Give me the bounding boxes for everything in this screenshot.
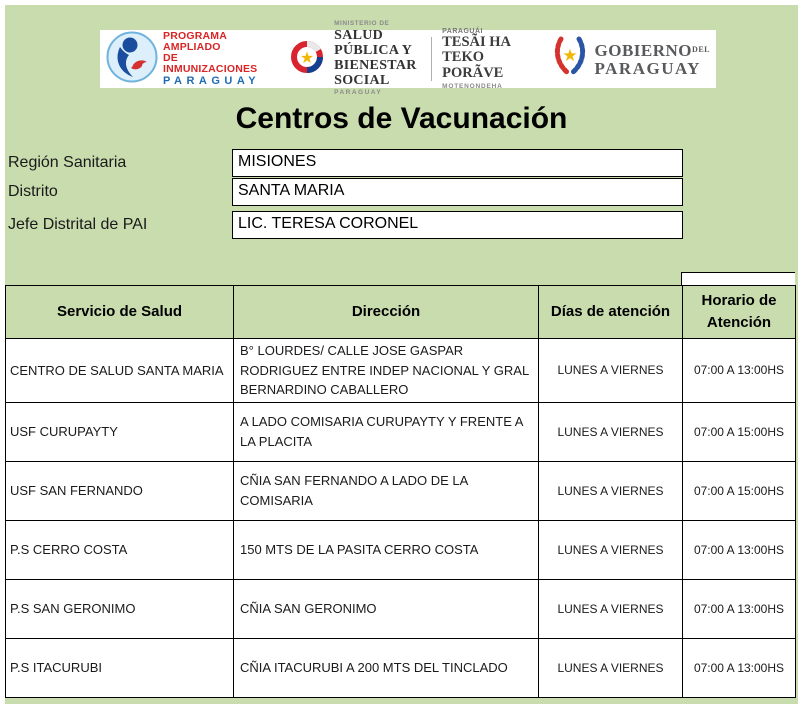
jefe-distrital-value[interactable]: LIC. TERESA CORONEL [232,211,683,239]
ministerio-line1: SALUD PÚBLICA Y [334,27,413,58]
gobierno-paraguay-logo [551,35,710,84]
pai-line2: DE INMUNIZACIONES [163,51,258,75]
table-row [6,520,796,579]
cell-horario: 07:00 A 13:00HS [683,638,796,697]
page-title: Centros de Vacunación [235,102,568,135]
jefe-distrital-label: Jefe Distrital de PAI [8,216,148,233]
cell-direccion: CÑIA SAN FERNANDO A LADO DE LA COMISARIA [234,461,539,520]
cell-direccion: B° LOURDES/ CALLE JOSE GASPAR RODRIGUEZ ENTRE INDEP NACIONAL Y GRAL BERNARDINO CABALLERO [234,339,539,403]
table-row [6,638,796,697]
pai-logo-icon [106,31,158,88]
cell-servicio: P.S SAN GERONIMO [6,579,234,638]
header-dias: Días de atención [539,286,683,339]
ministerio-emblem-icon [286,36,328,83]
centros-table [5,285,796,698]
form-row-jefe [0,211,803,239]
ministerio-logo-text [334,21,417,96]
table-row [6,461,796,520]
cell-horario: 07:00 A 13:00HS [683,339,796,403]
cell-dias: LUNES A VIERNES [539,339,683,403]
logo-bar [100,20,716,97]
gobierno-line1: GOBIERNO [594,40,693,60]
ministerio-bottom: PARAGUAY [334,89,383,97]
svg-text:★: ★ [561,45,578,65]
cell-dias: LUNES A VIERNES [539,520,683,579]
region-sanitaria-label: Región Sanitaria [8,154,127,171]
tesai-logo-text [442,28,520,90]
region-sanitaria-value[interactable]: MISIONES [232,149,683,177]
gobierno-del: DEL [692,44,710,54]
cell-servicio: P.S ITACURUBI [6,638,234,697]
cell-dias: LUNES A VIERNES [539,402,683,461]
logo-divider [431,37,432,81]
ministerio-top: MINISTERIO DE [334,20,390,28]
header-direccion: Dirección [234,286,539,339]
cell-servicio: USF CURUPAYTY [6,402,234,461]
cell-direccion: 150 MTS DE LA PASITA CERRO COSTA [234,520,539,579]
ministerio-line2: BIENESTAR SOCIAL [334,58,417,89]
table-row [6,339,796,403]
cell-dias: LUNES A VIERNES [539,638,683,697]
gobierno-wreath-icon [551,35,589,84]
form-row-region [0,149,803,177]
cell-dias: LUNES A VIERNES [539,461,683,520]
pai-logo-text [163,31,260,88]
pai-logo [106,31,260,88]
table-row [6,579,796,638]
spreadsheet-notch [681,272,795,286]
pai-line1: PROGRAMA AMPLIADO [163,29,227,53]
gobierno-line2: PARAGUAY [594,58,701,78]
cell-direccion: CÑIA ITACURUBI A 200 MTS DEL TINCLADO [234,638,539,697]
ministerio-salud-logo [286,21,417,96]
cell-dias: LUNES A VIERNES [539,579,683,638]
cell-servicio: CENTRO DE SALUD SANTA MARIA [6,339,234,403]
cell-horario: 07:00 A 13:00HS [683,520,796,579]
cell-direccion: CÑIA SAN GERONIMO [234,579,539,638]
gobierno-logo-text [595,42,710,77]
distrito-value[interactable]: SANTA MARIA [232,178,683,206]
tesai-line1: TESÃI HA TEKO [442,33,511,66]
pai-line3: PARAGUAY [163,74,261,87]
svg-text:★: ★ [299,49,315,67]
tesai-top: PARAGUÁI [442,27,483,35]
cell-horario: 07:00 A 15:00HS [683,461,796,520]
table-row [6,402,796,461]
table-header-row [6,286,796,339]
cell-direccion: A LADO COMISARIA CURUPAYTY Y FRENTE A LA PLACITA [234,402,539,461]
form-row-distrito [0,178,803,206]
cell-horario: 07:00 A 13:00HS [683,579,796,638]
tesai-bottom: MOTENONDEHA [442,82,503,90]
tesai-line2: PORÃVE [442,65,504,82]
distrito-label: Distrito [8,183,58,200]
cell-servicio: USF SAN FERNANDO [6,461,234,520]
cell-horario: 07:00 A 15:00HS [683,402,796,461]
header-horario: Horario de Atención [683,286,796,339]
header-servicio: Servicio de Salud [6,286,234,339]
cell-servicio: P.S CERRO COSTA [6,520,234,579]
